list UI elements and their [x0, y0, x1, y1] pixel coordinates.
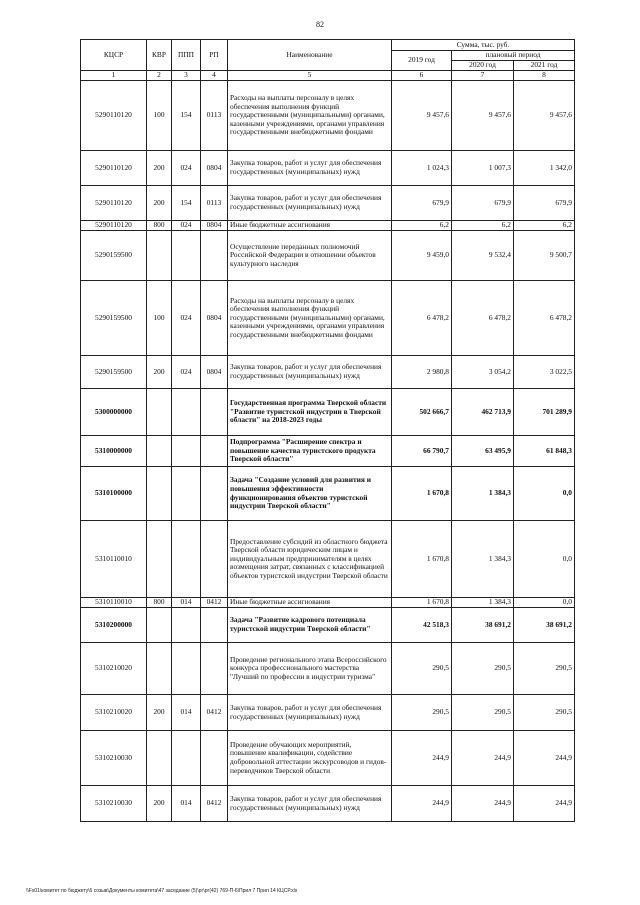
row-value-2020: 1 384,3 — [452, 467, 514, 521]
row-value-2021: 1 342,0 — [514, 151, 575, 186]
table-row — [81, 643, 575, 695]
row-rp: 0412 — [201, 786, 228, 822]
row-value-2021: 38 691,2 — [514, 608, 575, 643]
col-num: 4 — [201, 71, 228, 81]
table-row — [81, 81, 575, 151]
table-body — [81, 81, 575, 822]
row-kcsr: 5310210020 — [81, 643, 147, 695]
row-name: Иные бюджетные ассигнования — [228, 221, 392, 231]
row-rp — [201, 389, 228, 436]
header-kvr: КВР — [147, 40, 172, 71]
row-value-2020: 3 054,2 — [452, 356, 514, 389]
row-value-2020: 290,5 — [452, 643, 514, 695]
table-header — [81, 40, 575, 81]
row-rp — [201, 608, 228, 643]
col-num: 1 — [81, 71, 147, 81]
row-ppp — [172, 608, 201, 643]
row-name: Расходы на выплаты персоналу в целях обеспечения выполнения функций государственными (муниципальными) органами, казенными учреждениями, органами управления государственными внебюджетными фондами — [228, 81, 392, 151]
row-value-2021: 9 457,6 — [514, 81, 575, 151]
row-value-2021: 0,0 — [514, 598, 575, 608]
header-number-row — [81, 71, 575, 81]
table-row — [81, 356, 575, 389]
row-kvr: 800 — [147, 598, 172, 608]
row-value-2020: 462 713,9 — [452, 389, 514, 436]
header-sum: Сумма, тыс. руб. — [392, 40, 575, 51]
page-number: 82 — [316, 20, 324, 29]
row-kcsr: 5310210030 — [81, 731, 147, 786]
row-value-2019: 244,9 — [392, 731, 452, 786]
col-num: 8 — [514, 71, 575, 81]
row-value-2020: 9 532,4 — [452, 231, 514, 281]
row-value-2021: 0,0 — [514, 467, 575, 521]
row-kcsr: 5310110010 — [81, 598, 147, 608]
row-value-2019: 290,5 — [392, 695, 452, 731]
header-2021: 2021 год — [514, 61, 575, 71]
row-value-2020: 9 457,6 — [452, 81, 514, 151]
row-rp: 0113 — [201, 81, 228, 151]
table-row — [81, 231, 575, 281]
row-rp — [201, 521, 228, 598]
row-kvr — [147, 467, 172, 521]
row-ppp — [172, 389, 201, 436]
row-kcsr: 5310210030 — [81, 786, 147, 822]
row-kcsr: 5290159500 — [81, 231, 147, 281]
row-value-2020: 290,5 — [452, 695, 514, 731]
row-kvr: 200 — [147, 786, 172, 822]
header-ppp: ППП — [172, 40, 201, 71]
row-name: Проведение регионального этапа Всероссийского конкурса профессионального мастерства "Лучший по профессии в индустрии туризма" — [228, 643, 392, 695]
table-row — [81, 151, 575, 186]
row-value-2021: 6 478,2 — [514, 281, 575, 356]
row-name: Расходы на выплаты персоналу в целях обеспечения выполнения функций государственными (муниципальными) органами, казенными учреждениями, органами управления государственными внебюджетными фондами — [228, 281, 392, 356]
row-value-2021: 61 848,3 — [514, 436, 575, 467]
header-2019: 2019 год — [392, 51, 452, 71]
row-value-2020: 38 691,2 — [452, 608, 514, 643]
row-value-2019: 66 790,7 — [392, 436, 452, 467]
row-value-2019: 1 670,8 — [392, 598, 452, 608]
row-kvr — [147, 731, 172, 786]
table-row — [81, 186, 575, 221]
row-kvr — [147, 521, 172, 598]
row-name: Иные бюджетные ассигнования — [228, 598, 392, 608]
col-num: 2 — [147, 71, 172, 81]
file-path-footer: \\Fs01\комитет по бюджету\6 созыв\Документы комитета\47 заседание (5)\рг\рг(42) 769-П-6\Прил 7 Прил 14 КЦСР.xls — [26, 888, 298, 894]
row-value-2021: 701 289,9 — [514, 389, 575, 436]
row-value-2021: 244,9 — [514, 731, 575, 786]
table-row — [81, 598, 575, 608]
col-num: 7 — [452, 71, 514, 81]
row-kcsr: 5310110010 — [81, 521, 147, 598]
row-ppp: 024 — [172, 281, 201, 356]
row-kcsr: 5290110120 — [81, 151, 147, 186]
row-kcsr: 5290110120 — [81, 186, 147, 221]
row-rp — [201, 231, 228, 281]
row-ppp — [172, 231, 201, 281]
row-rp: 0804 — [201, 221, 228, 231]
row-kcsr: 5310100000 — [81, 467, 147, 521]
row-kcsr: 5310210020 — [81, 695, 147, 731]
row-value-2020: 1 384,3 — [452, 598, 514, 608]
row-value-2021: 6,2 — [514, 221, 575, 231]
row-ppp: 024 — [172, 356, 201, 389]
col-num: 3 — [172, 71, 201, 81]
row-name: Подпрограмма "Расширение спектра и повышение качества туристского продукта Тверской области" — [228, 436, 392, 467]
col-num: 5 — [228, 71, 392, 81]
row-kcsr: 5290159500 — [81, 356, 147, 389]
row-ppp: 024 — [172, 221, 201, 231]
row-kvr: 100 — [147, 281, 172, 356]
row-name: Задача "Развитие кадрового потенциала туристской индустрии Тверской области" — [228, 608, 392, 643]
header-kcsr: КЦСР — [81, 40, 147, 71]
budget-table — [80, 39, 575, 822]
row-value-2019: 2 980,8 — [392, 356, 452, 389]
row-ppp: 014 — [172, 598, 201, 608]
row-value-2021: 3 022,5 — [514, 356, 575, 389]
row-kvr — [147, 389, 172, 436]
row-rp — [201, 467, 228, 521]
row-name: Задача "Создание условий для развития и повышения эффективности функционирования объектов туристской индустрии Тверской области" — [228, 467, 392, 521]
table-row — [81, 695, 575, 731]
row-kvr — [147, 608, 172, 643]
row-kvr — [147, 231, 172, 281]
row-name: Закупка товаров, работ и услуг для обеспечения государственных (муниципальных) нужд — [228, 356, 392, 389]
row-value-2019: 9 457,6 — [392, 81, 452, 151]
row-ppp: 154 — [172, 186, 201, 221]
row-value-2019: 1 670,8 — [392, 521, 452, 598]
row-value-2019: 244,9 — [392, 786, 452, 822]
row-ppp: 014 — [172, 786, 201, 822]
row-ppp: 154 — [172, 81, 201, 151]
row-kvr: 800 — [147, 221, 172, 231]
row-value-2021: 290,5 — [514, 695, 575, 731]
row-rp: 0412 — [201, 695, 228, 731]
row-kvr: 200 — [147, 151, 172, 186]
header-rp: РП — [201, 40, 228, 71]
row-value-2019: 1 670,8 — [392, 467, 452, 521]
row-kvr: 200 — [147, 356, 172, 389]
row-value-2021: 290,5 — [514, 643, 575, 695]
table-row — [81, 281, 575, 356]
header-2020: 2020 год — [452, 61, 514, 71]
row-value-2019: 290,5 — [392, 643, 452, 695]
row-kcsr: 5310000000 — [81, 436, 147, 467]
row-value-2019: 42 518,3 — [392, 608, 452, 643]
header-name: Наименование — [228, 40, 392, 71]
row-kcsr: 5290159500 — [81, 281, 147, 356]
row-ppp: 024 — [172, 151, 201, 186]
row-value-2021: 9 500,7 — [514, 231, 575, 281]
row-value-2019: 679,9 — [392, 186, 452, 221]
header-planned-period: плановый период — [452, 51, 575, 61]
row-kvr — [147, 436, 172, 467]
row-value-2021: 0,0 — [514, 521, 575, 598]
row-kvr: 200 — [147, 695, 172, 731]
row-value-2020: 679,9 — [452, 186, 514, 221]
row-rp: 0804 — [201, 151, 228, 186]
row-name: Закупка товаров, работ и услуг для обеспечения государственных (муниципальных) нужд — [228, 151, 392, 186]
row-value-2019: 1 024,3 — [392, 151, 452, 186]
col-num: 6 — [392, 71, 452, 81]
row-value-2020: 6,2 — [452, 221, 514, 231]
row-value-2021: 679,9 — [514, 186, 575, 221]
table-row — [81, 389, 575, 436]
row-ppp — [172, 521, 201, 598]
row-name: Закупка товаров, работ и услуг для обеспечения государственных (муниципальных) нужд — [228, 786, 392, 822]
row-ppp — [172, 731, 201, 786]
row-value-2019: 6 478,2 — [392, 281, 452, 356]
row-ppp — [172, 467, 201, 521]
table-row — [81, 521, 575, 598]
row-name: Закупка товаров, работ и услуг для обеспечения государственных (муниципальных) нужд — [228, 186, 392, 221]
row-rp — [201, 643, 228, 695]
row-value-2020: 244,9 — [452, 786, 514, 822]
row-value-2020: 6 478,2 — [452, 281, 514, 356]
row-name: Государственная программа Тверской области "Развитие туристской индустрии в Тверской области" на 2018-2023 годы — [228, 389, 392, 436]
row-rp: 0113 — [201, 186, 228, 221]
row-value-2021: 244,9 — [514, 786, 575, 822]
row-name: Предоставление субсидий из областного бюджета Тверской области юридическим лицам и индивидуальным предпринимателям в целях возмещения затрат, связанных с классификацией объектов туристской индустрии Тверской области — [228, 521, 392, 598]
row-kvr: 200 — [147, 186, 172, 221]
row-kvr: 100 — [147, 81, 172, 151]
row-value-2020: 63 495,9 — [452, 436, 514, 467]
row-ppp: 014 — [172, 695, 201, 731]
row-ppp — [172, 436, 201, 467]
row-name: Осуществление переданных полномочий Российской Федерации в отношении объектов культурного наследия — [228, 231, 392, 281]
row-kcsr: 5290110120 — [81, 221, 147, 231]
row-value-2020: 1 007,3 — [452, 151, 514, 186]
row-rp — [201, 436, 228, 467]
table-row — [81, 221, 575, 231]
row-ppp — [172, 643, 201, 695]
row-value-2019: 9 459,0 — [392, 231, 452, 281]
row-value-2020: 1 384,3 — [452, 521, 514, 598]
table-row — [81, 467, 575, 521]
row-value-2019: 502 666,7 — [392, 389, 452, 436]
row-rp — [201, 731, 228, 786]
row-rp: 0804 — [201, 356, 228, 389]
row-kcsr: 5310200000 — [81, 608, 147, 643]
row-value-2020: 244,9 — [452, 731, 514, 786]
row-value-2019: 6,2 — [392, 221, 452, 231]
row-name: Закупка товаров, работ и услуг для обеспечения государственных (муниципальных) нужд — [228, 695, 392, 731]
row-kcsr: 5300000000 — [81, 389, 147, 436]
table-row — [81, 731, 575, 786]
table-row — [81, 436, 575, 467]
row-kcsr: 5290110120 — [81, 81, 147, 151]
row-name: Проведение обучающих мероприятий, повышение квалификации, содействие добровольной аттестации экскурсоводов и гидов-переводчиков Тверской области — [228, 731, 392, 786]
table-row — [81, 786, 575, 822]
row-rp: 0412 — [201, 598, 228, 608]
table-row — [81, 608, 575, 643]
row-kvr — [147, 643, 172, 695]
row-rp: 0804 — [201, 281, 228, 356]
